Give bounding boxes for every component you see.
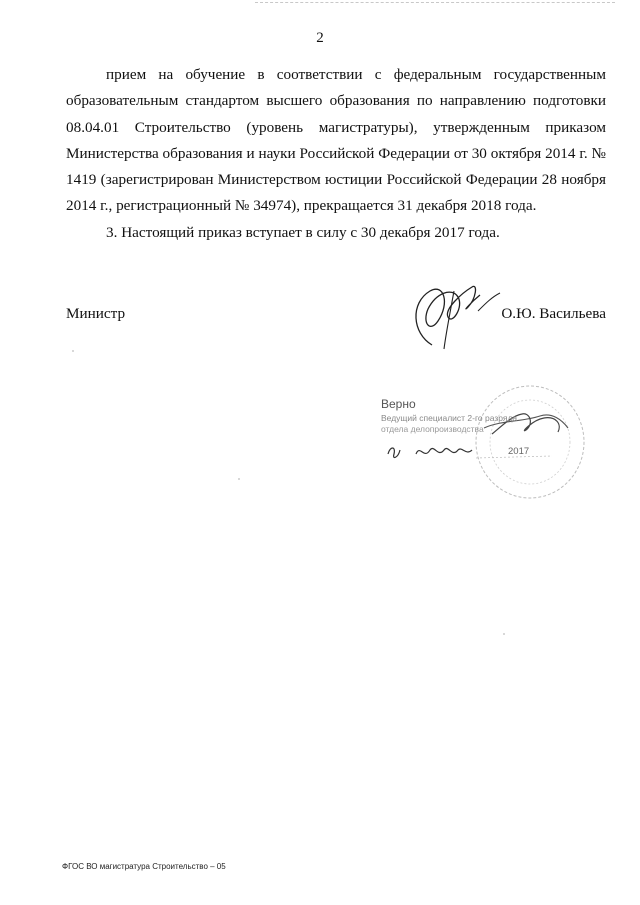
certified-label: Верно [381, 397, 416, 411]
page-number: 2 [316, 30, 324, 46]
paragraph-effective-date: 3. Настоящий приказ вступает в силу с 30 декабря 2017 года. [106, 223, 500, 241]
scan-speck [238, 478, 240, 480]
minister-signature [392, 273, 512, 353]
certification-year: 2017 [508, 446, 530, 457]
footer-reference: ФГОС ВО магистратура Строительство – 05 [62, 862, 226, 871]
minister-name: О.Ю. Васильева [501, 305, 606, 322]
paragraph-admission-termination: прием на обучение в соответствии с федеральным государственным образовательным стандартом высшего образования по направлению подготовки 08.04.01 Строительство (уровень магистратуры), утвержденным приказом Министерства образования и науки Российской Федерации от 30 октября 2014 г. № 1419 (зарегистрирован Министерством юстиции Российской Федерации 28 ноября 2014 г., регистрационный № 34974), прекращается 31 декабря 2018 года. [66, 66, 606, 215]
scan-speck [503, 633, 505, 635]
scan-speck [72, 350, 74, 352]
signature-block [66, 305, 606, 335]
handwritten-date [372, 436, 592, 466]
certifier-role: Ведущий специалист 2-го разряда [381, 413, 518, 423]
top-edge-rule [255, 2, 615, 3]
order-text [66, 62, 606, 246]
certifier-department: отдела делопроизводства [381, 424, 484, 434]
minister-title: Министр [66, 305, 126, 322]
